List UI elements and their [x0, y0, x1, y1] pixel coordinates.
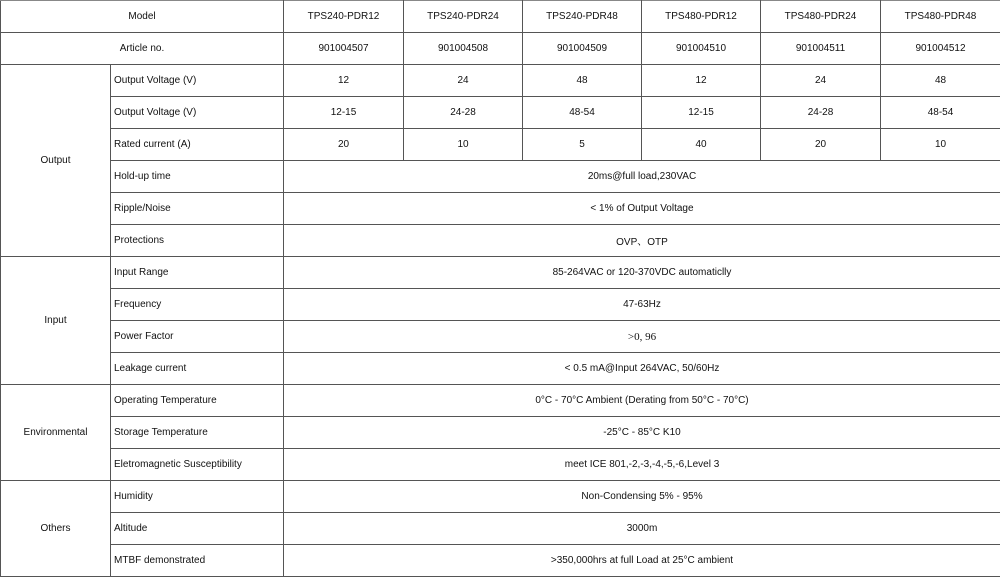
model-name: TPS480-PDR24 [761, 1, 881, 33]
operating-temp-row [1, 385, 1000, 417]
param-label: Humidity [111, 481, 284, 513]
article-number: 901004509 [523, 33, 642, 65]
ripple-row [1, 193, 1000, 225]
param-label: MTBF demonstrated [111, 545, 284, 577]
cell-value: 20 [761, 129, 881, 161]
cell-value: -25°C - 85°C K10 [284, 417, 1000, 449]
param-label: Leakage current [111, 353, 284, 385]
cell-value: OVP、OTP [284, 225, 1000, 257]
cell-value: 20ms@full load,230VAC [284, 161, 1000, 193]
input-range-row [1, 257, 1000, 289]
cell-value: 24 [404, 65, 523, 97]
article-row [1, 33, 1000, 65]
hold-up-row [1, 161, 1000, 193]
param-label: Ripple/Noise [111, 193, 284, 225]
cell-value: 48 [523, 65, 642, 97]
output-voltage-range-row [1, 97, 1000, 129]
leakage-row [1, 353, 1000, 385]
param-label: Input Range [111, 257, 284, 289]
mtbf-row [1, 545, 1000, 577]
cell-value: 48 [881, 65, 1000, 97]
cell-value: < 1% of Output Voltage [284, 193, 1000, 225]
cell-value: 24-28 [761, 97, 881, 129]
frequency-row [1, 289, 1000, 321]
cell-value: 3000m [284, 513, 1000, 545]
output-section-label: Output [1, 65, 111, 257]
environmental-section-label: Environmental [1, 385, 111, 481]
cell-value: 10 [404, 129, 523, 161]
param-label: Protections [111, 225, 284, 257]
cell-value: 5 [523, 129, 642, 161]
model-name: TPS480-PDR48 [881, 1, 1000, 33]
emc-row [1, 449, 1000, 481]
article-number: 901004510 [642, 33, 761, 65]
cell-value: 12 [284, 65, 404, 97]
param-label: Output Voltage (V) [111, 97, 284, 129]
model-label: Model [1, 1, 284, 33]
cell-value: meet ICE 801,-2,-3,-4,-5,-6,Level 3 [284, 449, 1000, 481]
cell-value: 12-15 [284, 97, 404, 129]
cell-value: 85-264VAC or 120-370VDC automaticlly [284, 257, 1000, 289]
cell-value: 12 [642, 65, 761, 97]
cell-value: 12-15 [642, 97, 761, 129]
model-name: TPS240-PDR12 [284, 1, 404, 33]
cell-value: 24 [761, 65, 881, 97]
param-label: Frequency [111, 289, 284, 321]
param-label: Hold-up time [111, 161, 284, 193]
cell-value: 48-54 [881, 97, 1000, 129]
article-number: 901004508 [404, 33, 523, 65]
input-section-label: Input [1, 257, 111, 385]
protections-row [1, 225, 1000, 257]
altitude-row [1, 513, 1000, 545]
cell-value: 10 [881, 129, 1000, 161]
cell-value: 20 [284, 129, 404, 161]
others-section-label: Others [1, 481, 111, 577]
humidity-row [1, 481, 1000, 513]
param-label: Eletromagnetic Susceptibility [111, 449, 284, 481]
output-voltage-row [1, 65, 1000, 97]
cell-value: >350,000hrs at full Load at 25°C ambient [284, 545, 1000, 577]
rated-current-row [1, 129, 1000, 161]
power-factor-row [1, 321, 1000, 353]
cell-value: Non-Condensing 5% - 95% [284, 481, 1000, 513]
article-number: 901004507 [284, 33, 404, 65]
param-label: Power Factor [111, 321, 284, 353]
article-number: 901004512 [881, 33, 1000, 65]
param-label: Rated current (A) [111, 129, 284, 161]
cell-value: 0°C - 70°C Ambient (Derating from 50°C - 70°C) [284, 385, 1000, 417]
article-label: Article no. [1, 33, 284, 65]
model-row [1, 1, 1000, 33]
param-label: Storage Temperature [111, 417, 284, 449]
cell-value: 48-54 [523, 97, 642, 129]
model-name: TPS480-PDR12 [642, 1, 761, 33]
article-number: 901004511 [761, 33, 881, 65]
model-name: TPS240-PDR24 [404, 1, 523, 33]
cell-value: 24-28 [404, 97, 523, 129]
param-label: Output Voltage (V) [111, 65, 284, 97]
param-label: Operating Temperature [111, 385, 284, 417]
storage-temp-row [1, 417, 1000, 449]
cell-value: 40 [642, 129, 761, 161]
param-label: Altitude [111, 513, 284, 545]
model-name: TPS240-PDR48 [523, 1, 642, 33]
cell-value: >0, 96 [284, 321, 1000, 353]
cell-value: 47-63Hz [284, 289, 1000, 321]
cell-value: < 0.5 mA@Input 264VAC, 50/60Hz [284, 353, 1000, 385]
